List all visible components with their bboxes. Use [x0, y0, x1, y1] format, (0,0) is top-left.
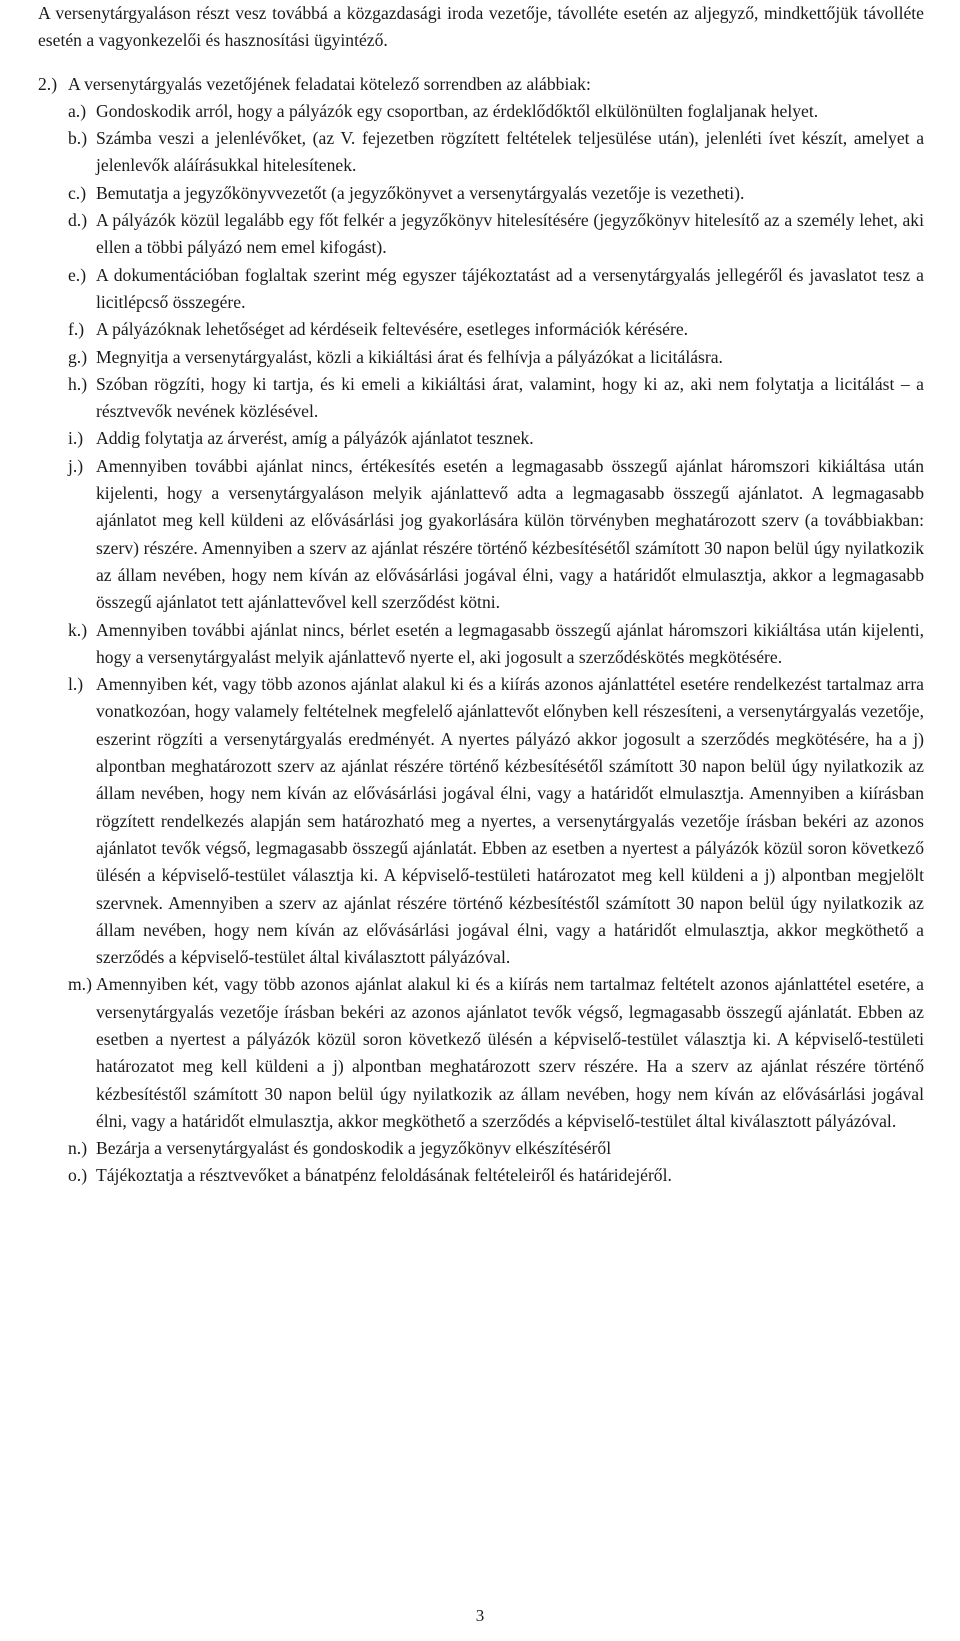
- item-text: Szóban rögzíti, hogy ki tartja, és ki emeli a kikiáltási árat, valamint, hogy ki az, aki nem folytatja a licitálást – a résztvevők nevének közlésével.: [96, 373, 924, 422]
- item-letter: a.): [68, 100, 87, 121]
- list-item: [68, 262, 924, 317]
- item-letter: f.): [68, 319, 85, 340]
- list-item: [68, 180, 924, 207]
- item-text: A pályázóknak lehetőséget ad kérdéseik feltevésére, esetleges információk kérésére.: [96, 319, 689, 340]
- section-heading: [38, 71, 924, 98]
- list-item: [68, 453, 924, 617]
- item-text: Amennyiben további ajánlat nincs, bérlet esetén a legmagasabb összegű ajánlat háromszori kikiáltása után kijelenti, hogy a versenytárgyalást melyik ajánlattevő nyerte el, aki jogosult a szerződéskötés megkötésére.: [96, 619, 924, 667]
- list-item: [68, 617, 924, 672]
- item-letter: l.): [68, 674, 84, 695]
- item-letter: c.): [68, 182, 87, 203]
- item-letter: j.): [68, 455, 84, 476]
- list-item: [68, 371, 924, 426]
- list-item: [68, 425, 924, 452]
- item-text: Bemutatja a jegyzőkönyvvezetőt (a jegyzőkönyvet a versenytárgyalás vezetője is vezetheti).: [96, 182, 745, 203]
- document-page: [38, 0, 924, 1190]
- list-item: [68, 971, 924, 1135]
- item-letter: b.): [68, 128, 88, 149]
- item-text: Gondoskodik arról, hogy a pályázók egy csoportban, az érdeklődőktől elkülönülten foglaljanak helyet.: [96, 100, 819, 121]
- list-item: [68, 1135, 924, 1162]
- item-text: A dokumentációban foglaltak szerint még egyszer tájékoztatást ad a versenytárgyalás jellegéről és javaslatot tesz a licitlépcső összegére.: [96, 264, 924, 312]
- list-item: [68, 344, 924, 371]
- list-item: [68, 671, 924, 971]
- list-item: [68, 207, 924, 262]
- item-text: Megnyitja a versenytárgyalást, közli a kikiáltási árat és felhívja a pályázókat a licitálásra.: [96, 346, 723, 367]
- item-text: Amennyiben két, vagy több azonos ajánlat alakul ki és a kiírás nem tartalmaz feltételt azonos ajánlattétel esetére, a versenytárgyalás vezetője írásban bekéri az azonos ajánlatot tevők végső, legmagasabb összegű ajánlatát. Ebben az esetben a nyertest a pályázók közül soron következő ülésén a képviselő-testület választja ki. A képviselő-testületi határozatot meg kell küldeni a j) alpontban meghatározott szerv részére. Ha a szerv az ajánlat részére történő kézbesítéstől számított 30 napon belül úgy nyilatkozik az állam nevében, hogy nem kíván az elővásárlási jogával élni, vagy a határidőt elmulasztja, akkor megköthető a szerződés a képviselő-testület által kiválasztott pályázóval.: [96, 974, 924, 1131]
- list-item: [68, 1162, 924, 1189]
- item-letter: k.): [68, 619, 88, 640]
- item-text: Amennyiben két, vagy több azonos ajánlat alakul ki és a kiírás azonos ajánlattétel esetére rendelkezést tartalmaz arra vonatkozóan, hogy valamely feltételnek megfelelő ajánlattevőt előnyben kell részesíteni, a versenytárgyalás vezetője, eszerint rögzíti a versenytárgyalás eredményét. A nyertes pályázó akkor jogosult a szerződés megkötésére, ha a j) alpontban meghatározott szerv az ajánlat részére történő kézbesítésétől számított 30 napon belül úgy nyilatkozik az állam nevében, hogy nem kíván az elővásárlási jogával élni, vagy a határidőt elmulasztja. Amennyiben a kiírásban rögzített rendelkezés alapján sem határozható meg a nyertes, a versenytárgyalás vezetője írásban bekéri az azonos ajánlatot tevők végső, legmagasabb összegű ajánlatát. Ebben az esetben a nyertest a pályázók közül soron következő ülésén a képviselő-testület választja ki. A képviselő-testületi határozatot meg kell küldeni a j) alpontban megjelölt szervnek. Amennyiben a szerv az ajánlat részére történő kézbesítéstől számított 30 napon belül úgy nyilatkozik az állam nevében, hogy nem kíván az elővásárlási jogával élni, vagy a határidőt elmulasztja, akkor megköthető a szerződés a képviselő-testület által kiválasztott pályázóval.: [96, 674, 924, 968]
- item-letter: m.): [68, 974, 92, 995]
- section-title: A versenytárgyalás vezetőjének feladatai kötelező sorrendben az alábbiak:: [68, 73, 591, 94]
- item-letter: d.): [68, 210, 88, 231]
- item-letter: g.): [68, 346, 88, 367]
- item-text: Addig folytatja az árverést, amíg a pályázók ajánlatot tesznek.: [96, 428, 534, 449]
- list-item: [68, 98, 924, 125]
- item-text: Amennyiben további ajánlat nincs, értékesítés esetén a legmagasabb összegű ajánlat háromszori kikiáltása után kijelenti, hogy a versenytárgyaláson melyik ajánlattevő adta a legmagasabb összegű ajánlatot. A legmagasabb ajánlatot meg kell küldeni az elővásárlási jog gyakorlására külön törvényben meghatározott szerv (a továbbiakban: szerv) részére. Amennyiben a szerv az ajánlat részére történő kézbesítésétől számított 30 napon belül úgy nyilatkozik az állam nevében, hogy nem kíván az elővásárlási jogával élni, vagy a határidőt elmulasztja, akkor a legmagasabb összegű ajánlatot tett ajánlattevővel kell szerződést kötni.: [96, 455, 924, 613]
- item-letter: h.): [68, 373, 88, 394]
- item-text: A pályázók közül legalább egy főt felkér a jegyzőkönyv hitelesítésére (jegyzőkönyv hitelesítő az a személy lehet, aki ellen a többi pályázó nem emel kifogást).: [96, 210, 924, 258]
- item-letter: n.): [68, 1138, 88, 1159]
- item-letter: i.): [68, 428, 84, 449]
- list-item: [68, 316, 924, 343]
- item-text: Számba veszi a jelenlévőket, (az V. fejezetben rögzített feltételek teljesülése után), jelenléti ívet készít, amelyet a jelenlevők aláírásukkal hitelesítenek.: [96, 128, 924, 176]
- section-number: 2.): [38, 73, 58, 94]
- item-letter: e.): [68, 264, 87, 285]
- item-letter: o.): [68, 1165, 88, 1186]
- item-text: Bezárja a versenytárgyalást és gondoskodik a jegyzőkönyv elkészítéséről: [96, 1138, 612, 1159]
- intro-paragraph: A versenytárgyaláson részt vesz továbbá a közgazdasági iroda vezetője, távolléte esetén az aljegyző, mindkettőjük távolléte esetén a vagyonkezelői és hasznosítási ügyintéző.: [38, 3, 924, 51]
- page-number: 3: [475, 1606, 485, 1625]
- item-text: Tájékoztatja a résztvevőket a bánatpénz feloldásának feltételeiről és határidejéről.: [96, 1165, 672, 1186]
- list-item: [68, 125, 924, 180]
- task-list: [68, 98, 924, 1190]
